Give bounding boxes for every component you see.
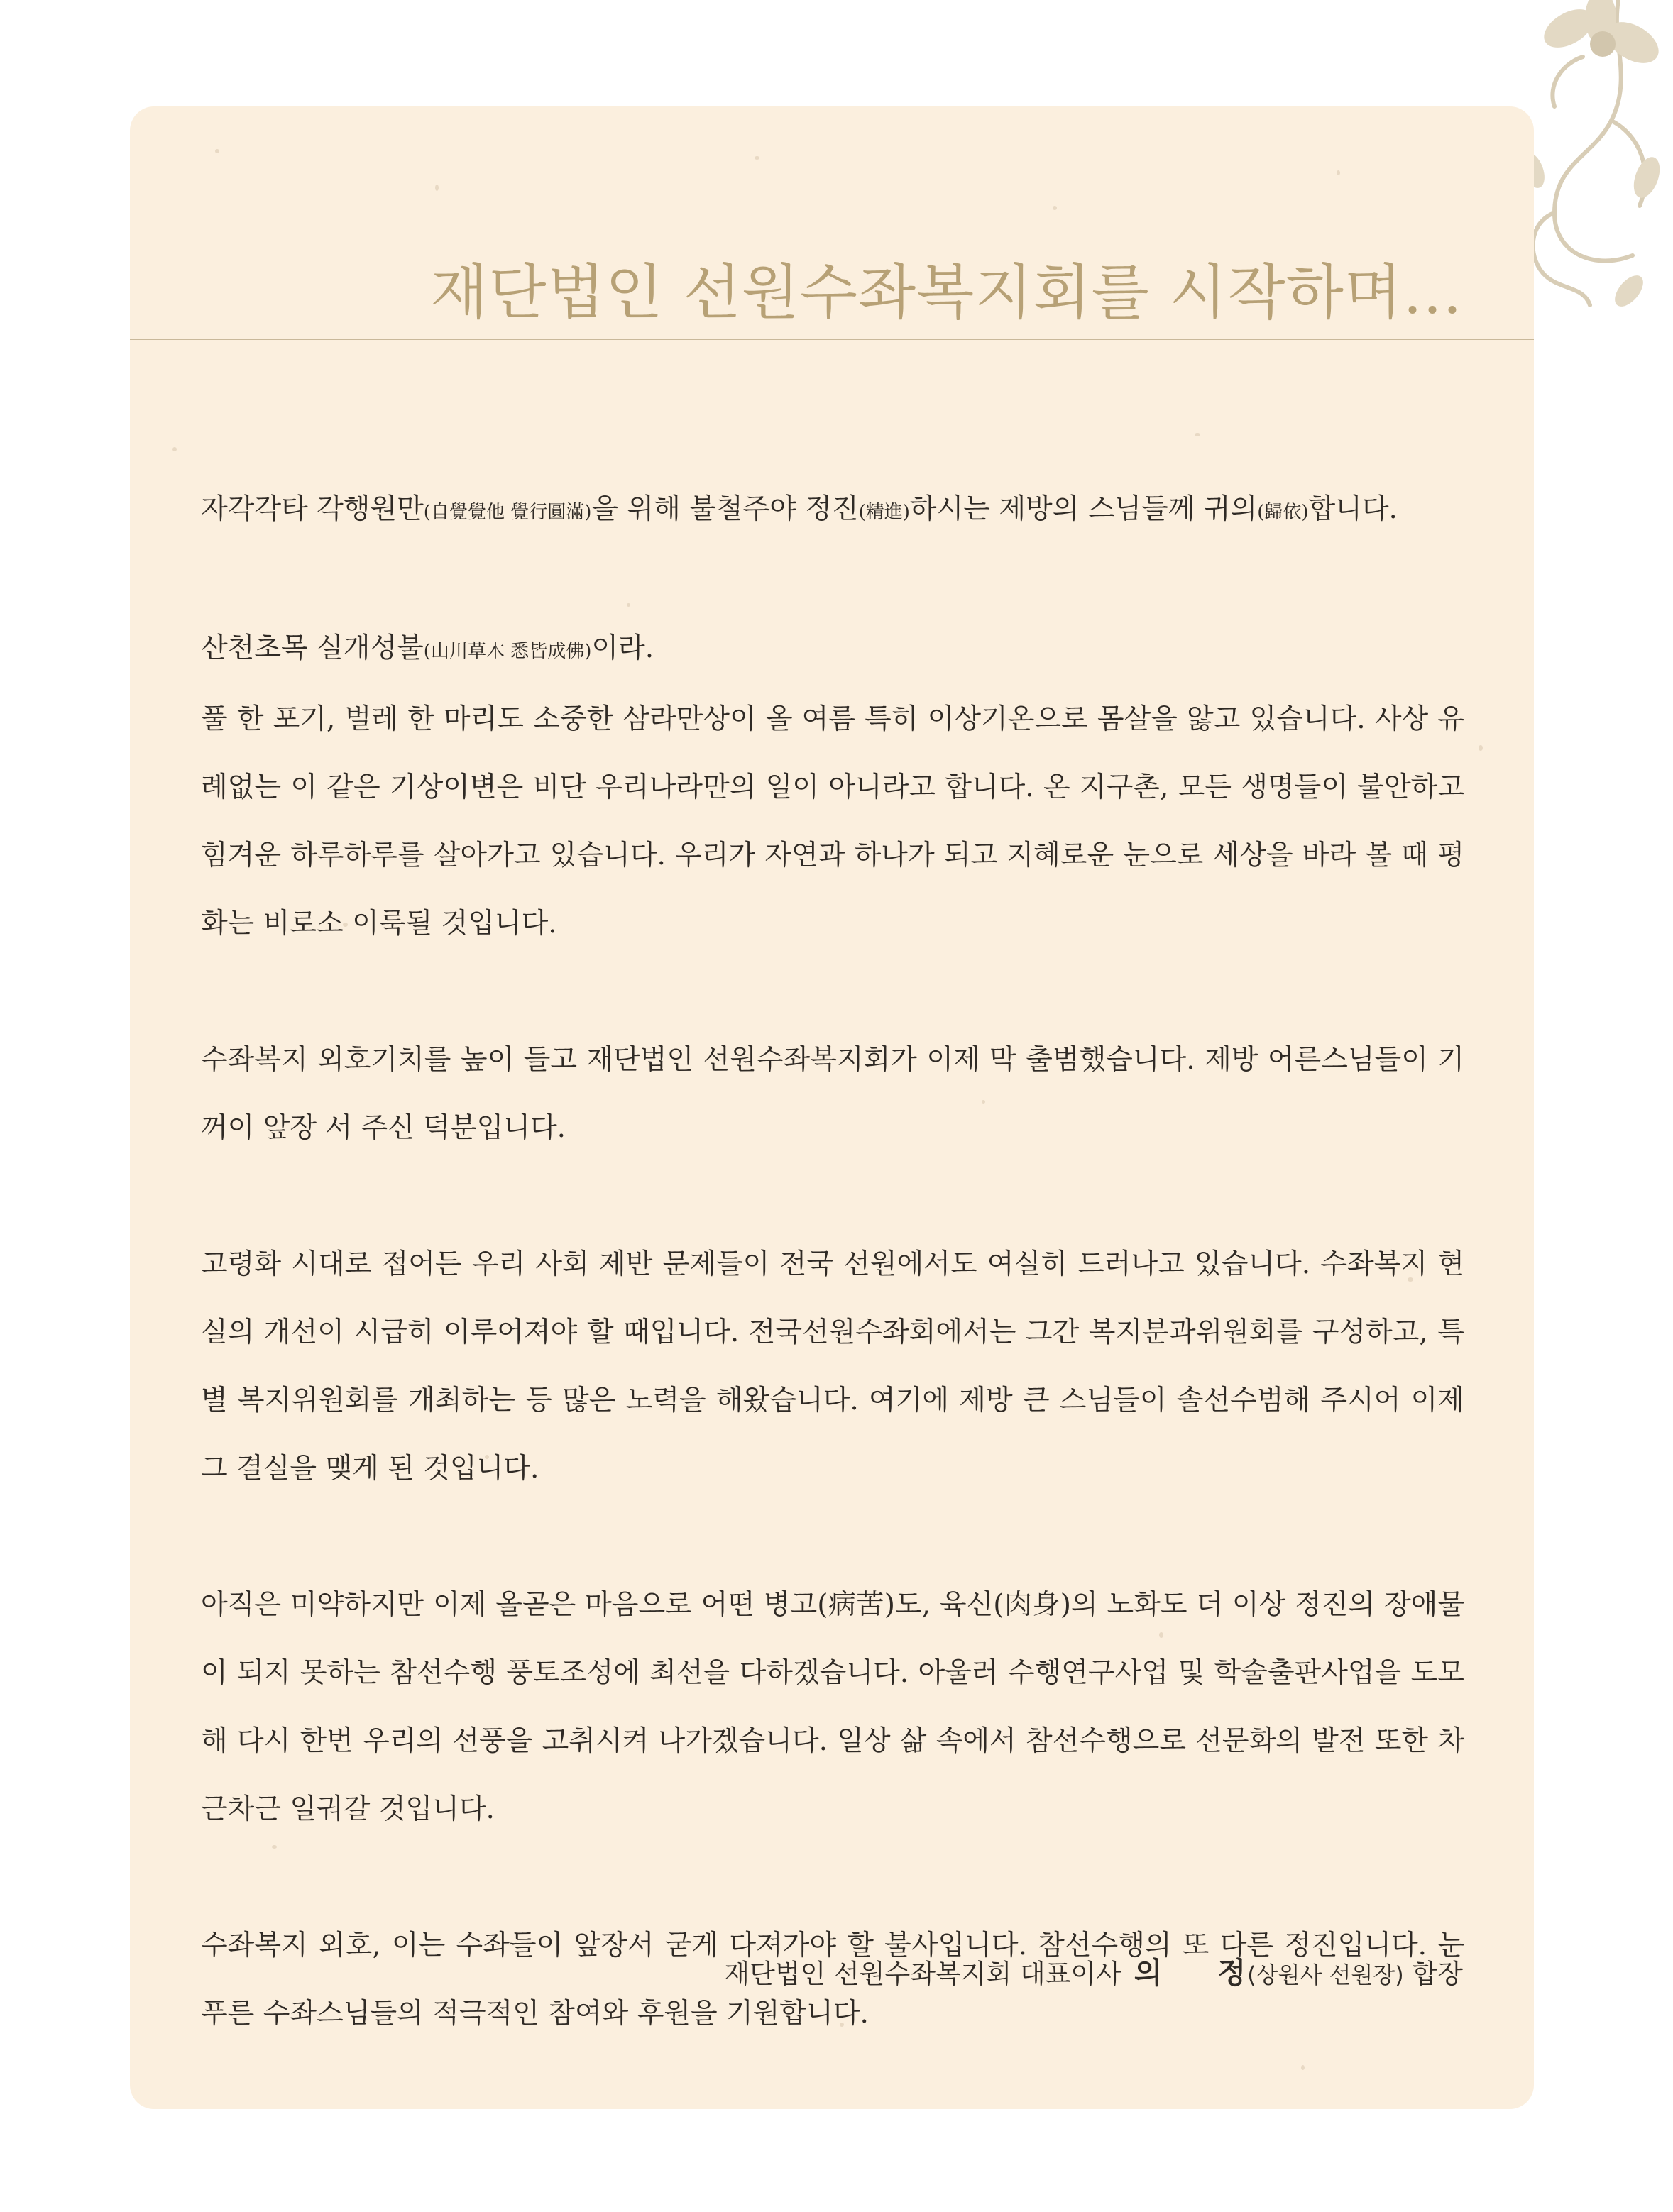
floral-ornament	[1512, 0, 1673, 334]
letter-card	[130, 106, 1534, 2109]
text: 이라.	[591, 632, 654, 664]
paragraph-2	[201, 615, 1464, 958]
signature-name-first: 의	[1134, 1956, 1163, 1990]
hanja-note: (山川草木 悉皆成佛)	[423, 641, 592, 662]
text: 합니다.	[1308, 493, 1398, 525]
text: 산천초목 실개성불	[201, 632, 424, 664]
text: 하시는 제방의 스님들께 귀의	[909, 493, 1258, 525]
letter-body	[201, 475, 1464, 2109]
paragraph-6: 수좌복지 외호, 이는 수좌들이 앞장서 굳게 다져가야 할 불사입니다. 참선수행의 또 다른 정진입니다. 눈 푸른 수좌스님들의 적극적인 참여와 후원을 기원합니다.	[201, 1930, 1464, 2030]
text: 풀 한 포기, 벌레 한 마리도 소중한 삼라만상이 올 여름 특히 이상기온으로 몸살을 앓고 있습니다. 사상 유례없는 이 같은 기상이변은 비단 우리나라만의 일이 아니라고 합니다. 온 지구촌, 모든 생명들이 불안하고 힘겨운 하루하루를 살아가고 있습니다. 우리가 자연과 하나가 되고 지혜로운 눈으로 세상을 바라 볼 때 평화는 비로소 이룩될 것입니다.	[201, 703, 1464, 940]
paragraph-1	[201, 475, 1464, 546]
page-title: 재단법인 선원수좌복지회를 시작하며…	[430, 258, 1463, 327]
hanja-note: (歸依)	[1257, 502, 1309, 523]
hanja-note: (自覺覺他 覺行圓滿)	[423, 502, 592, 523]
paragraph-3: 수좌복지 외호기치를 높이 들고 재단법인 선원수좌복지회가 이제 막 출범했습니다. 제방 어른스님들이 기꺼이 앞장 서 주신 덕분입니다.	[201, 1044, 1464, 1144]
signature-suffix: 합장	[1412, 1959, 1463, 1989]
signature-org: 재단법인 선원수좌복지회 대표이사	[724, 1959, 1121, 1989]
signature-role: (상원사 선원장)	[1247, 1961, 1404, 1988]
paragraph-5: 아직은 미약하지만 이제 올곧은 마음으로 어떤 병고(病苦)도, 육신(肉身)의 노화도 더 이상 정진의 장애물이 되지 못하는 참선수행 풍토조성에 최선을 다하겠습니다. 아울러 수행연구사업 및 학술출판사업을 도모해 다시 한번 우리의 선풍을 고취시켜 나가겠습니다. 일상 삶 속에서 참선수행으로 선문화의 발전 또한 차근차근 일궈갈 것입니다.	[201, 1589, 1464, 1825]
hanja-note: (精進)	[858, 502, 910, 523]
paragraph-4: 고령화 시대로 접어든 우리 사회 제반 문제들이 전국 선원에서도 여실히 드러나고 있습니다. 수좌복지 현실의 개선이 시급히 이루어져야 할 때입니다. 전국선원수좌회에서는 그간 복지분과위원회를 구성하고, 특별 복지위원회를 개최하는 등 많은 노력을 해왔습니다. 여기에 제방 큰 스님들이 솔선수범해 주시어 이제 그 결실을 맺게 된 것입니다.	[201, 1248, 1464, 1485]
title-divider	[130, 339, 1534, 340]
text: 을 위해 불철주야 정진	[591, 493, 859, 525]
signature	[724, 1949, 1463, 1991]
signature-name-second: 정	[1217, 1956, 1246, 1990]
text: 자각각타 각행원만	[201, 493, 424, 525]
